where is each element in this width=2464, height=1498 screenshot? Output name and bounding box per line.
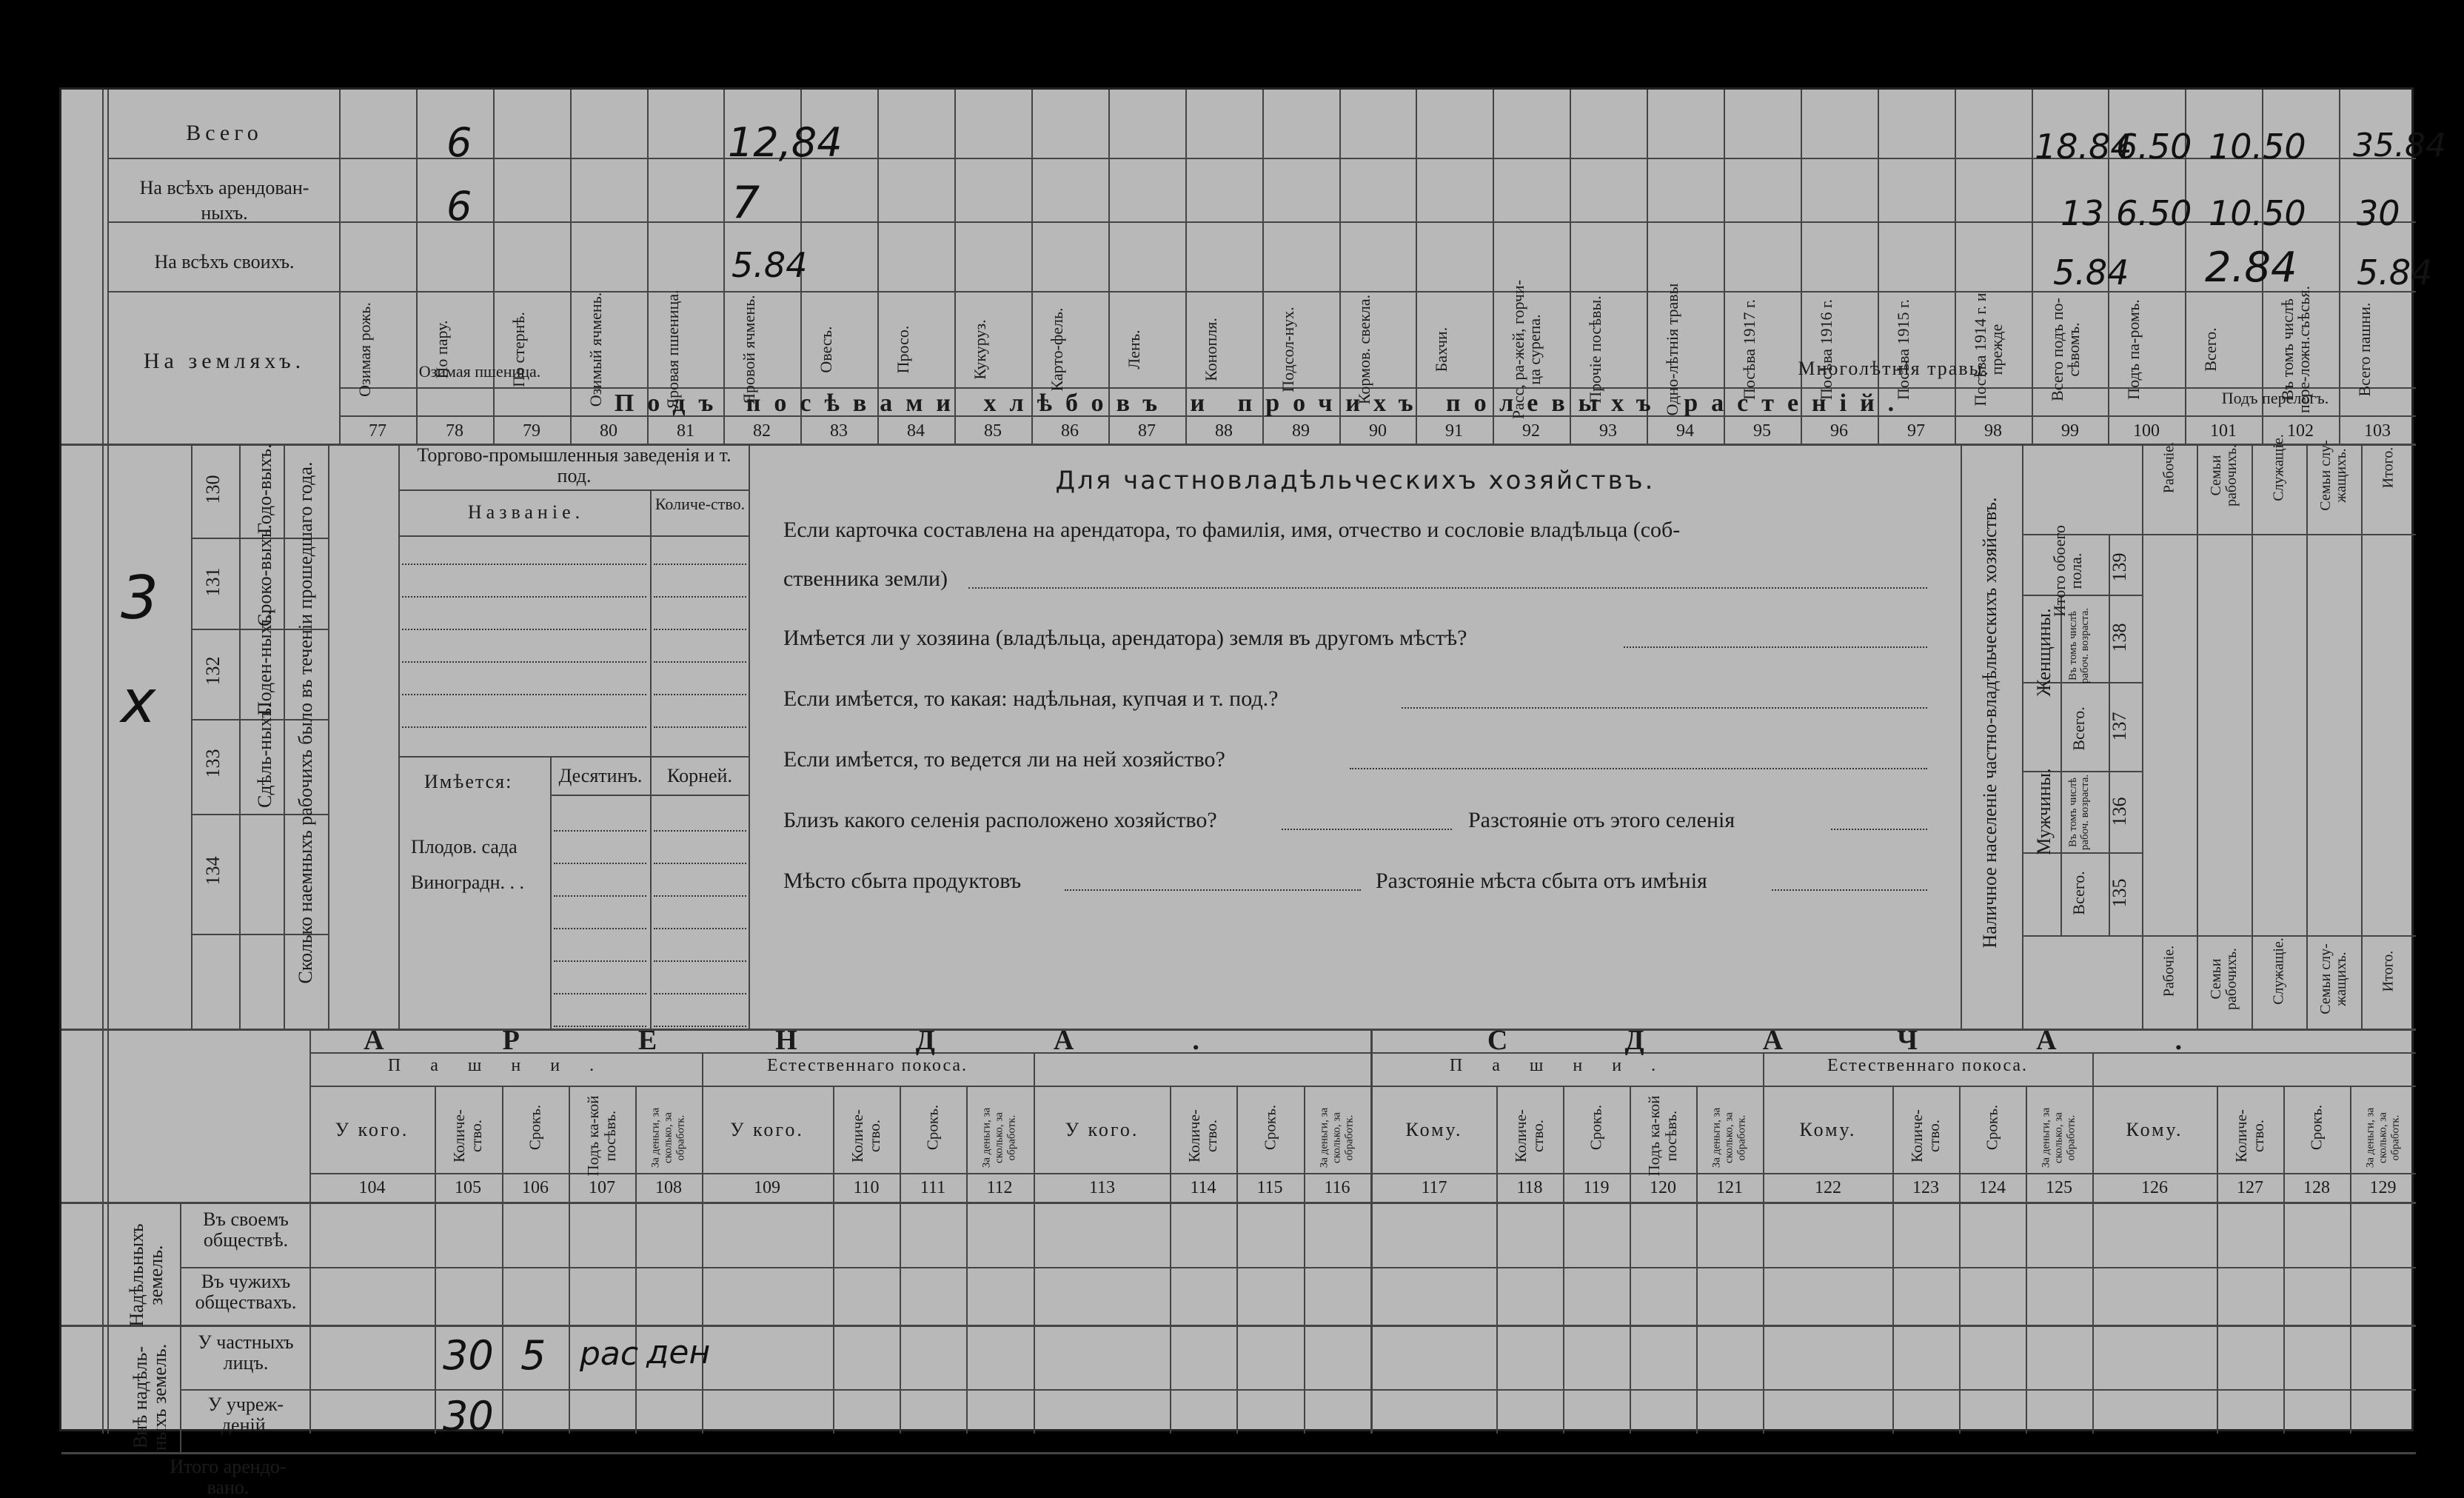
hand-r1-78: 6: [446, 119, 472, 166]
hand-r1-100: 6.50: [2116, 127, 2192, 167]
private-q4: Если имѣется, то ведется ли на ней хозяйство?: [783, 747, 1225, 772]
hand-lease-qty: 30: [443, 1332, 494, 1379]
crop-header: Яровой ячмень.: [740, 295, 758, 404]
pop-num-138: 138: [2109, 623, 2130, 652]
crop-col-number: 84: [907, 421, 925, 441]
lease-col-header: За деньги, за сколько, за обработк.: [1318, 1107, 1356, 1168]
lease-col-number: 124: [1979, 1178, 2006, 1197]
pop-col-header-bottom: Служащiе.: [2270, 937, 2287, 1005]
crop-col-number: 94: [1676, 421, 1694, 441]
lease-col-header: Срокъ.: [1983, 1104, 2001, 1151]
lease-group-arable: Пашни.: [1449, 1056, 1686, 1075]
lease-col-number: 107: [589, 1178, 615, 1197]
lease-col-number: 129: [2369, 1178, 2397, 1197]
trade-korney: Корней.: [667, 765, 732, 786]
pop-col-header-bottom: Семьи рабочихъ.: [2208, 948, 2240, 1010]
worker-num-134: 134: [202, 856, 224, 886]
lease-col-header: За деньги, за сколько, за обработк.: [2364, 1107, 2402, 1168]
lease-col-number: 108: [655, 1178, 682, 1197]
perennial-grass-label: Многолѣтнiя травы.: [1798, 358, 1990, 379]
row-institutions: У учреж-денiй.: [207, 1394, 284, 1436]
worker-num-133: 133: [202, 749, 224, 778]
crop-header: Конопля.: [1202, 318, 1220, 381]
hand-r3-99: 5.84: [2053, 253, 2129, 292]
hand-r2-100: 6.50: [2116, 193, 2192, 233]
lease-col-number: 125: [2046, 1178, 2072, 1197]
trade-title: Торгово-промышленныя заведенiя и т. под.: [417, 444, 732, 486]
crop-col-number: 97: [1907, 421, 1925, 441]
crop-col-number: 101: [2210, 421, 2237, 441]
hand-r2-78: 6: [446, 183, 472, 230]
crop-col-number: 92: [1522, 421, 1540, 441]
trade-col-name: Названiе.: [467, 501, 585, 523]
row-private-persons: У частныхъ лицъ.: [198, 1331, 294, 1374]
crop-col-number: 103: [2364, 421, 2391, 441]
crop-col-number: 98: [1984, 421, 2002, 441]
crop-header: Бахчи.: [1432, 327, 1450, 372]
lease-col-who: У кого.: [335, 1119, 409, 1140]
lease-col-who: Кому.: [2126, 1119, 2183, 1140]
pop-col-header-bottom: Рабочiе.: [2160, 945, 2177, 997]
hand-r2-82: 7: [732, 177, 760, 229]
pop-men: Мужчины.: [2033, 768, 2055, 855]
crop-col-number: 96: [1830, 421, 1848, 441]
hand-r2-101: 10.50: [2209, 193, 2306, 233]
crop-col-number: 82: [753, 421, 771, 441]
crop-header: Подъ па-ромъ.: [2124, 299, 2143, 400]
crop-col-number: 89: [1292, 421, 1310, 441]
lease-group-meadow: Естественнаго покоса.: [766, 1056, 968, 1075]
pop-col-header-top: Служащiе.: [2270, 434, 2287, 501]
hand-r3-82: 5.84: [732, 245, 808, 285]
crop-header: Кормов. свекла.: [1355, 294, 1373, 405]
pop-col-header-top: Итого.: [2380, 447, 2397, 489]
lease-col-number: 111: [920, 1178, 946, 1197]
lease-col-header: Срокъ.: [1587, 1104, 1605, 1151]
crop-col-number: 88: [1215, 421, 1233, 441]
lease-col-who: У кого.: [730, 1119, 804, 1140]
pop-col-header-top: Семьи слу-жащихъ.: [2317, 440, 2349, 511]
lease-col-header: Срокъ.: [923, 1104, 942, 1151]
lease-col-header: Подъ ка-кой посѣвъ.: [584, 1095, 619, 1177]
private-q5b: Разстоянiе отъ этого селенiя: [1468, 808, 1735, 832]
trade-orchard: Плодов. сада: [411, 836, 518, 857]
trade-col-qty: Количе-ство.: [654, 495, 746, 513]
hand-r3-101: 2.84: [2205, 244, 2297, 292]
crop-header: Въ томъ числѣ пере-ложн.съѣсья.: [2278, 285, 2313, 414]
crop-col-number: 86: [1061, 421, 1079, 441]
group-allotment: Надѣльныхъ земель.: [126, 1223, 167, 1327]
trade-vineyard: Виноградн. . .: [411, 872, 525, 893]
crop-header: Прочiе посѣвы.: [1586, 295, 1604, 404]
worker-num-132: 132: [202, 656, 224, 686]
hand-workers-3: 3: [121, 564, 158, 632]
private-q5a: Близъ какого селенiя расположено хозяйство?: [783, 808, 1217, 832]
crop-col-number: 80: [600, 421, 617, 441]
hire-type-daily: Поден-ныхъ.: [254, 610, 275, 715]
lease-col-number: 120: [1650, 1178, 1676, 1197]
pop-women: Женщины.: [2033, 608, 2055, 697]
lease-col-header: За деньги, за сколько, за обработк.: [2040, 1107, 2078, 1168]
lease-col-number: 121: [1716, 1178, 1743, 1197]
pop-num-139: 139: [2109, 552, 2130, 582]
lease-col-number: 117: [1421, 1178, 1447, 1197]
lease-col-header: Срокъ.: [2307, 1104, 2326, 1151]
row-own-society: Въ своемъ обществѣ.: [203, 1208, 289, 1251]
hand-lease-pay: ден: [646, 1334, 711, 1371]
crop-header: Посѣва 1914 г. и прежде: [1971, 292, 2006, 407]
crop-col-number: 79: [523, 421, 540, 441]
lease-col-header: Количе-ство.: [1185, 1109, 1220, 1163]
lease-col-number: 122: [1815, 1178, 1841, 1197]
lease-col-header: Подъ ка-кой посѣвъ.: [1645, 1095, 1680, 1177]
crop-header: Посѣва 1917 г.: [1740, 298, 1758, 401]
crop-header: Озимая рожь.: [355, 302, 374, 397]
pop-women-total: Всего.: [2069, 706, 2088, 751]
crop-header: Всего подъ по-сѣвомъ.: [2048, 298, 2083, 401]
private-title: Для частновладѣльческихъ хозяйствъ.: [1055, 466, 1656, 495]
lease-group-meadow: Естественнаго покоса.: [1827, 1056, 2029, 1075]
crop-col-number: 99: [2061, 421, 2079, 441]
pop-col-header-bottom: Итого.: [2380, 950, 2397, 992]
crop-header: По пару.: [432, 320, 451, 379]
lease-col-header: За деньги, за сколько, за обработк.: [980, 1107, 1018, 1168]
crop-header: Всего пашни.: [2355, 302, 2374, 397]
crop-col-number: 93: [1599, 421, 1617, 441]
lease-col-number: 106: [522, 1178, 549, 1197]
winter-wheat-label: Озимая пшеница.: [418, 362, 541, 381]
hand-lease-total: 30: [443, 1393, 494, 1440]
row-total-leased: Итого арендо-вано.: [170, 1456, 287, 1498]
pop-men-total: Всего.: [2069, 871, 2088, 915]
lease-col-number: 109: [754, 1178, 780, 1197]
pop-num-137: 137: [2109, 712, 2130, 741]
crop-col-number: 78: [446, 421, 463, 441]
pop-num-135: 135: [2109, 878, 2130, 908]
pop-col-header-top: Рабочiе.: [2160, 441, 2177, 494]
lease-col-header: Количе-ство.: [2232, 1109, 2267, 1163]
worker-num-131: 131: [202, 567, 224, 597]
lease-col-header: Количе-ство.: [450, 1109, 485, 1163]
hand-workers-x: x: [121, 667, 156, 736]
crop-col-number: 81: [677, 421, 694, 441]
lease-col-number: 105: [455, 1178, 481, 1197]
section-title-sown: Подъ посѣвами хлѣбовъ и прочихъ полевыхъ растеній.: [614, 389, 1908, 417]
lease-col-header: Количе-ство.: [1512, 1109, 1547, 1163]
crop-header: Яровая пшеница.: [663, 290, 682, 409]
lease-col-number: 127: [2237, 1178, 2263, 1197]
lease-col-number: 112: [986, 1178, 1013, 1197]
hand-r2-103: 30: [2357, 193, 2400, 233]
pop-col-header-bottom: Семьи слу-жащихъ.: [2317, 943, 2349, 1014]
private-q1a: Если карточка составлена на арендатора, то фамилiя, имя, отчество и сословiе владѣльца (соб-: [783, 518, 1681, 542]
population-caption: Наличное населенiе частно-владѣльческихъ хозяйствъ.: [1979, 497, 2001, 949]
private-q3: Если имѣется, то какая: надѣльная, купчая и т. под.?: [783, 686, 1279, 711]
row-label-total: Всего: [186, 121, 263, 145]
crop-col-number: 83: [830, 421, 848, 441]
workers-caption: Сколько наемныхъ рабочихъ было въ теченiи прошедшаго года.: [295, 461, 316, 984]
pop-women-working-age: Въ томъ числѣ рабоч. возраста.: [2067, 607, 2091, 684]
lease-col-number: 123: [1912, 1178, 1939, 1197]
row-label-on-lands: На земляхъ.: [143, 349, 306, 373]
crop-col-number: 90: [1369, 421, 1387, 441]
crop-col-number: 87: [1138, 421, 1156, 441]
crop-col-number: 100: [2133, 421, 2160, 441]
crop-header: Расс, ра-жей, горчи-ца сурепа.: [1509, 279, 1544, 420]
pop-num-136: 136: [2109, 797, 2130, 826]
lease-col-header: Срокъ.: [1261, 1104, 1279, 1151]
hand-lease-crop: рас: [580, 1335, 639, 1373]
crop-header: Ленъ.: [1125, 330, 1143, 370]
under-fallow-label: Подъ перелогъ.: [2221, 389, 2329, 407]
census-card: [59, 87, 2446, 1498]
crop-header: Одно-лѣтнiя травы: [1663, 283, 1681, 416]
hire-type-piecework: Сдѣль-ныхъ.: [254, 703, 275, 808]
hire-type-term: Сроко-выхъ.: [254, 524, 275, 626]
lease-col-number: 116: [1324, 1178, 1350, 1197]
lease-col-header: За деньги, за сколько, за обработк.: [1710, 1107, 1748, 1168]
lease-col-header: Срокъ.: [526, 1104, 544, 1151]
pop-total-both: Итого обоего пола.: [2050, 525, 2085, 617]
private-q2: Имѣется ли у хозяина (владѣльца, арендатора) земля въ другомъ мѣстѣ?: [783, 626, 1467, 650]
row-label-rented-1: На всѣхъ арендован-: [139, 177, 309, 198]
private-q6b: Разстоянiе мѣста сбыта отъ имѣнiя: [1376, 869, 1707, 893]
hand-r2-99: 13: [2060, 193, 2104, 233]
lease-group-arable: Пашни.: [387, 1056, 624, 1075]
crop-header: Озимый ячмень.: [586, 292, 605, 407]
lease-col-number: 114: [1190, 1178, 1216, 1197]
lease-col-number: 119: [1583, 1178, 1610, 1197]
worker-num-130: 130: [202, 475, 224, 504]
lease-col-number: 104: [358, 1178, 386, 1197]
lease-col-number: 126: [2141, 1178, 2168, 1197]
lease-col-who: Кому.: [1799, 1119, 1857, 1140]
lease-col-who: Кому.: [1405, 1119, 1463, 1140]
crop-header: Карто-фель.: [1048, 307, 1066, 392]
lease-col-number: 113: [1088, 1178, 1116, 1197]
crop-col-number: 95: [1753, 421, 1771, 441]
crop-header: Посѣва 1916 г.: [1817, 298, 1835, 401]
crop-header: Подсол-нух.: [1279, 307, 1297, 392]
private-q6a: Мѣсто сбыта продуктовъ: [783, 869, 1022, 893]
hire-type-yearly: Годо-выхъ.: [254, 444, 275, 534]
group-non-allotment: Внѣ надѣль-ныхъ земель.: [130, 1343, 170, 1451]
lease-arenda-title: АРЕНДА.: [364, 1025, 1318, 1056]
lease-col-number: 110: [853, 1178, 880, 1197]
crop-header: Посѣва 1915 г.: [1894, 298, 1912, 401]
hand-r3-103: 5.84: [2357, 253, 2433, 292]
trade-has-label: Имѣется:: [424, 771, 513, 792]
crop-header: Кукуруз.: [971, 319, 989, 380]
row-other-societies: Въ чужихъ обществахъ.: [195, 1271, 297, 1313]
row-label-rented-2: ныхъ.: [201, 202, 248, 224]
hand-lease-term: 5: [520, 1332, 546, 1379]
private-q1b: ственника земли): [783, 566, 948, 591]
hand-r1-82: 12,84: [728, 119, 843, 166]
crop-col-number: 85: [984, 421, 1002, 441]
lease-col-header: Количе-ство.: [848, 1109, 883, 1163]
crop-header: Овесъ.: [817, 326, 835, 373]
crop-header: По стернѣ.: [509, 312, 528, 387]
crop-col-number: 77: [369, 421, 386, 441]
trade-desyatin: Десятинъ.: [558, 765, 643, 786]
lease-col-who: У кого.: [1065, 1119, 1139, 1140]
hand-r1-101: 10.50: [2209, 127, 2306, 167]
lease-col-header: Количе-ство.: [1908, 1109, 1943, 1163]
lease-col-header: За деньги, за сколько, за обработк.: [649, 1107, 687, 1168]
crop-col-number: 91: [1445, 421, 1463, 441]
hand-r1-103: 35.84: [2353, 127, 2446, 164]
lease-sdacha-title: СДАЧА.: [1487, 1025, 2301, 1056]
pop-men-working-age: Въ томъ числѣ рабоч. возраста.: [2067, 774, 2091, 851]
lease-col-number: 128: [2303, 1178, 2330, 1197]
lease-col-number: 118: [1516, 1178, 1543, 1197]
lease-col-number: 115: [1256, 1178, 1283, 1197]
row-label-own: На всѣхъ своихъ.: [154, 251, 295, 272]
pop-col-header-top: Семьи рабочихъ.: [2208, 444, 2240, 506]
crop-header: Просо.: [894, 325, 912, 374]
crop-col-number: 102: [2287, 421, 2314, 441]
crop-header: Всего.: [2201, 327, 2220, 372]
hand-r1-99: 18.84: [2035, 127, 2132, 167]
